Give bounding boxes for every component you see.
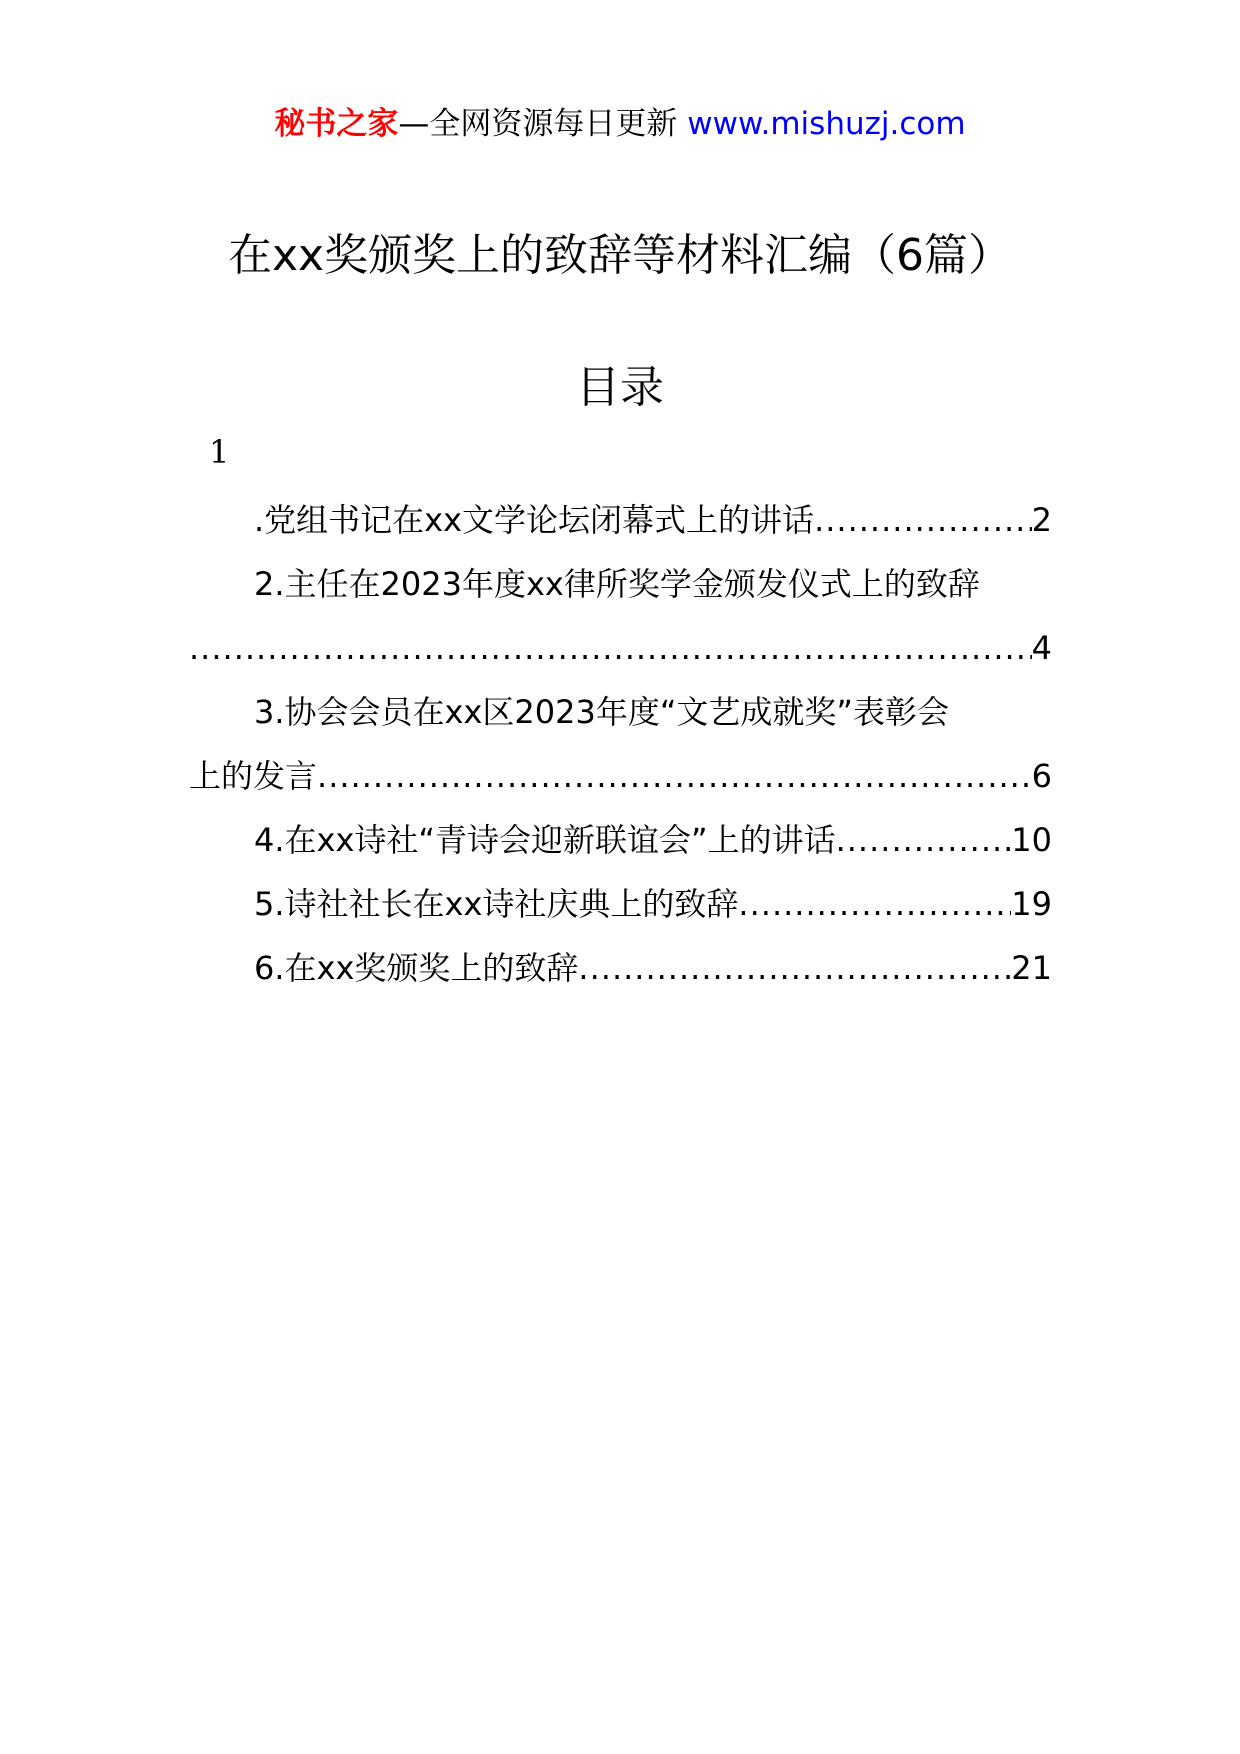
document-title: 在xx奖颁奖上的致辞等材料汇编（6篇） xyxy=(227,230,1013,281)
toc-entry-6[interactable] xyxy=(254,944,1052,992)
toc-heading: 目录 xyxy=(576,362,664,413)
toc-entry-page: 21 xyxy=(1011,949,1052,987)
dot-leader xyxy=(317,752,1032,800)
dot-leader xyxy=(189,624,1032,672)
toc-entry-page: 4 xyxy=(1031,629,1052,667)
toc-entry-page: 19 xyxy=(1011,885,1052,923)
dot-leader xyxy=(738,880,1011,928)
toc-entry-3-leader-line[interactable] xyxy=(189,752,1052,800)
toc-entry-3-title[interactable]: 3.协会会员在xx区2023年度“文艺成就奖”表彰会 xyxy=(254,693,950,731)
toc-entry-1[interactable] xyxy=(254,496,1052,544)
toc-entry-title: 4.在xx诗社“青诗会迎新联谊会”上的讲话 xyxy=(254,821,836,859)
site-url-link[interactable]: www.mishuzj.com xyxy=(687,106,966,142)
dot-leader xyxy=(836,816,1012,864)
toc-entry-page: 2 xyxy=(1031,501,1052,539)
toc-entry-page: 6 xyxy=(1031,757,1052,795)
dot-leader xyxy=(814,496,1032,544)
brand-name: 秘书之家 xyxy=(274,106,399,142)
toc-entry-page: 10 xyxy=(1011,821,1052,859)
toc-entry-title: 5.诗社社长在xx诗社庆典上的致辞 xyxy=(254,885,739,923)
list-marker-number: 1 xyxy=(209,433,230,471)
toc-entry-2-leader-line[interactable] xyxy=(189,624,1052,672)
dot-leader xyxy=(578,944,1011,992)
header-slogan: —全网资源每日更新 xyxy=(398,106,678,142)
toc-entry-5[interactable] xyxy=(254,880,1052,928)
toc-entry-4[interactable] xyxy=(254,816,1052,864)
toc-entry-2-title[interactable]: 2.主任在2023年度xx律所奖学金颁发仪式上的致辞 xyxy=(254,565,980,603)
toc-entry-title-continued: 上的发言 xyxy=(189,757,318,795)
site-header xyxy=(0,104,1240,144)
toc-entry-title: .党组书记在xx文学论坛闭幕式上的讲话 xyxy=(254,501,815,539)
toc-entry-title: 6.在xx奖颁奖上的致辞 xyxy=(254,949,579,987)
